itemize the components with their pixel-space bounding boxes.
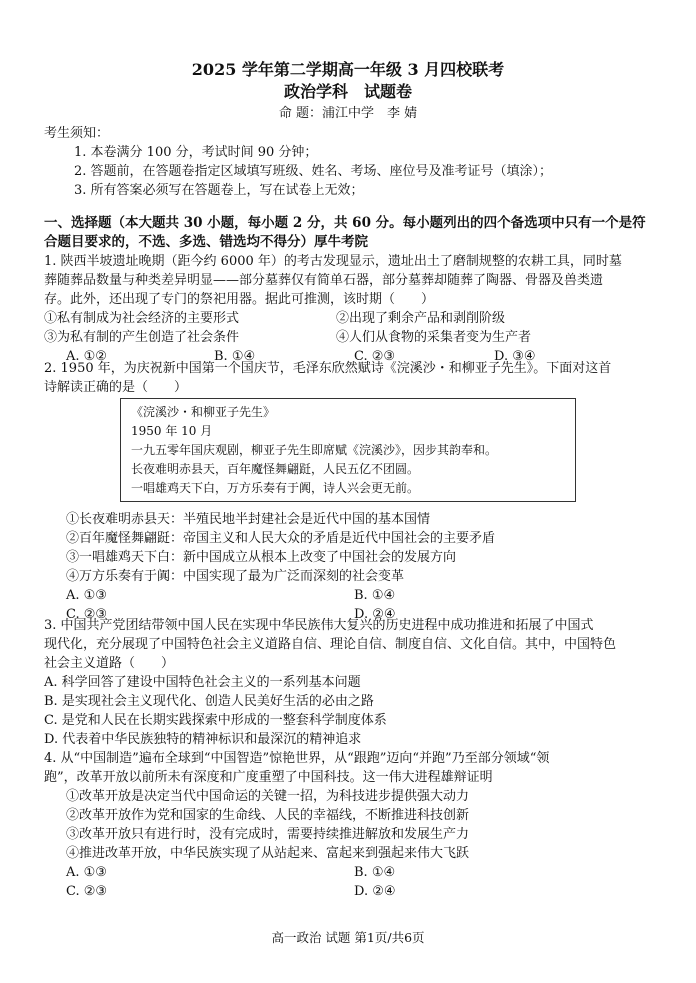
statement: ③改革开放只有进行时，没有完成时，需要持续推进解放和发展生产力 — [66, 827, 470, 842]
statement: ①长夜难明赤县天：半殖民地半封建社会是近代中国的基本国情 — [66, 512, 431, 527]
statement: ④推进改革开放，中华民族实现了从站起来、富起来到强起来伟大飞跃 — [66, 846, 470, 861]
question-stem: 2. 1950 年，为庆祝新中国第一个国庆节，毛泽东欣然赋诗《浣溪沙・和柳亚子先生》。下面对这首 — [44, 361, 612, 376]
statement: ②百年魔怪舞翩跹：帝国主义和人民大众的矛盾是近代中国社会的主要矛盾 — [66, 531, 496, 546]
option: D. 代表着中华民族独特的精神标识和最深沉的精神追求 — [44, 732, 362, 747]
choice-row — [44, 586, 664, 605]
statement: ②改革开放作为党和国家的生命线、人民的幸福线，不断推进科技创新 — [66, 808, 470, 823]
option: B. 是实现社会主义现代化、创造人民美好生活的必由之路 — [44, 694, 374, 709]
statement-row — [44, 328, 664, 347]
statement-row — [44, 309, 664, 328]
statement: ①私有制成为社会经济的主要形式 — [44, 311, 240, 326]
notice-item: 1. 本卷满分 100 分，考试时间 90 分钟； — [74, 145, 318, 160]
choice: A. ①② — [66, 349, 107, 364]
page-footer: 高一政治 试题 第1页/共6页 — [271, 930, 425, 945]
poem-title: 《浣溪沙・和柳亚子先生》 — [131, 405, 276, 419]
choice: C. ②③ — [354, 349, 396, 364]
poem-preface: 一九五零年国庆观剧，柳亚子先生即席赋《浣溪沙》，因步其韵奉和。 — [131, 443, 498, 457]
choice: A. ①③ — [66, 865, 107, 880]
question-stem: 存。此外，还出现了专门的祭祀用器。据此可推测，该时期（ ） — [44, 292, 435, 307]
section-heading-line2: 合题目要求的，不选、多选、错选均不得分）厚牛考院 — [44, 234, 368, 250]
choice: D. ③④ — [494, 349, 536, 364]
option: C. 是党和人民在长期实践探索中形成的一整套科学制度体系 — [44, 713, 387, 728]
poem-box — [120, 398, 576, 502]
statement: ④人们从食物的采集者变为生产者 — [336, 330, 532, 345]
statement: ②出现了剩余产品和剥削阶级 — [336, 311, 506, 326]
choice: A. ①③ — [66, 588, 107, 603]
question-3 — [44, 616, 664, 749]
section-heading-line1: 一、选择题（本大题共 30 小题，每小题 2 分，共 60 分。每小题列出的四个备选项中只有一个是符 — [44, 215, 646, 231]
question-stem: 诗解读正确的是（ ） — [44, 380, 188, 395]
question-stem: 现代化，充分展现了中国特色社会主义道路自信、理论自信、制度自信、文化自信。其中，中国特色 — [44, 637, 617, 652]
notice-block — [44, 124, 664, 200]
statement: ③一唱雄鸡天下白：新中国成立从根本上改变了中国社会的发展方向 — [66, 550, 457, 565]
statement: ④万方乐奏有于阗：中国实现了最为广泛而深刻的社会变革 — [66, 569, 405, 584]
poem-verse: 长夜难明赤县天，百年魔怪舞翩跹，人民五亿不团圆。 — [131, 462, 420, 476]
choice-row — [44, 863, 664, 882]
choice: B. ①④ — [354, 865, 396, 880]
question-stem: 3. 中国共产党团结带领中国人民在实现中华民族伟大复兴的历史进程中成功推进和拓展了中国式 — [44, 618, 594, 633]
option: A. 科学回答了建设中国特色社会主义的一系列基本问题 — [44, 675, 361, 690]
notice-item: 3. 所有答案必须写在答题卷上，写在试卷上无效； — [74, 183, 364, 198]
question-stem: 葬随葬品数量与种类差异明显——部分墓葬仅有简单石器，部分墓葬却随葬了陶器、骨器及兽类遗 — [44, 273, 604, 288]
question-2-options — [44, 510, 664, 624]
choice: D. ②④ — [354, 607, 396, 622]
question-stem: 1. 陕西半坡遗址晚期（距今约 6000 年）的考古发现显示，遗址出土了磨制规整的农耕工具，同时墓 — [44, 254, 622, 269]
question-4 — [44, 749, 664, 901]
notice-label: 考生须知： — [44, 126, 110, 141]
question-stem: 社会主义道路（ ） — [44, 656, 175, 671]
poem-date: 1950 年 10 月 — [131, 424, 213, 438]
choice: B. ①④ — [354, 588, 396, 603]
choice: C. ②③ — [66, 884, 108, 899]
exam-author: 命 题：浦江中学 李 婧 — [278, 106, 418, 121]
question-stem: 跑”，改革开放以前所未有深度和广度重塑了中国科技。这一伟大进程雄辩证明 — [44, 770, 493, 785]
question-2 — [44, 359, 664, 397]
statement: ①改革开放是决定当代中国命运的关键一招，为科技进步提供强大动力 — [66, 789, 470, 804]
exam-title: 2025 学年第二学期高一年级 3 月四校联考 — [191, 60, 505, 79]
choice: C. ②③ — [66, 607, 108, 622]
question-stem: 4. 从“中国制造”遍布全球到“中国智造”惊艳世界，从“跟跑”迈向“并跑”乃至部分领域“领 — [44, 751, 550, 766]
poem-verse: 一唱雄鸡天下白，万方乐奏有于阗，诗人兴会更无前。 — [131, 481, 420, 495]
section-heading — [44, 214, 664, 252]
choice-row — [44, 882, 664, 901]
statement: ③为私有制的产生创造了社会条件 — [44, 330, 240, 345]
question-1 — [44, 252, 664, 366]
choice: B. ①④ — [214, 349, 256, 364]
exam-subtitle: 政治学科 试题卷 — [283, 82, 412, 101]
notice-item: 2. 答题前，在答题卷指定区域填写班级、姓名、考场、座位号及准考证号（填涂）； — [74, 164, 553, 179]
choice: D. ②④ — [354, 884, 396, 899]
